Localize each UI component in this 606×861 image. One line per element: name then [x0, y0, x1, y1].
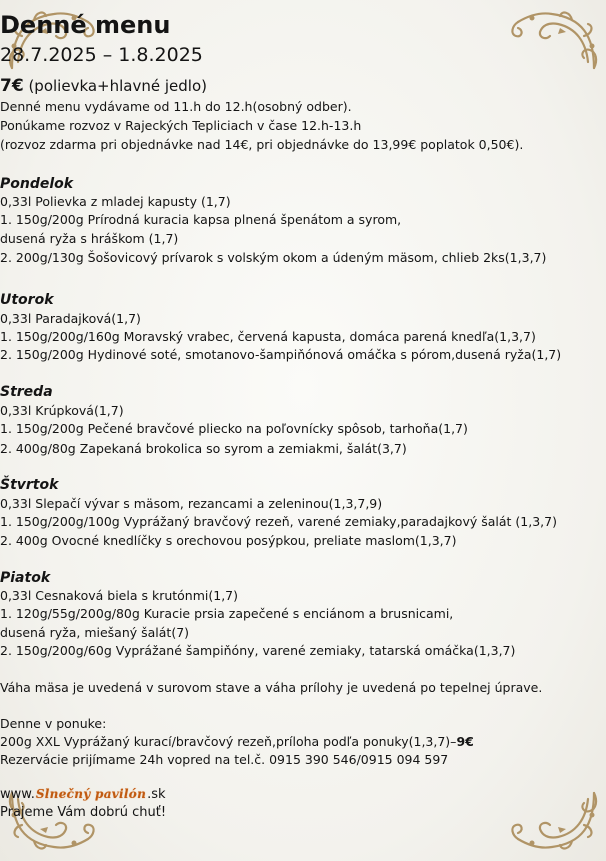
info-line: Ponúkame rozvoz v Rajeckých Tepliciach v čase 12.h-13.h — [0, 118, 362, 133]
menu-item: 0,33l Cesnaková biela s krutónmi(1,7) — [0, 588, 239, 603]
website-prefix: www. — [0, 787, 35, 802]
menu-item: 1. 150g/200g/100g Vyprážaný bravčový rezeň, varené zemiaky,paradajkový šalát (1,3,7) — [0, 514, 557, 529]
day-heading-wednesday: Streda — [0, 384, 53, 400]
menu-item: 0,33l Paradajková(1,7) — [0, 311, 141, 326]
day-heading-thursday: Štvrtok — [0, 477, 59, 493]
restaurant-logo: Slnečný pavilón — [35, 787, 147, 801]
menu-item: 1. 120g/55g/200g/80g Kuracie prsia zapečené s enciánom a brusnicami, — [0, 606, 454, 621]
menu-item: 2. 400g Ovocné knedlíčky s orechovou posýpkou, preliate maslom(1,3,7) — [0, 533, 457, 548]
page-title: Denné menu — [0, 11, 171, 39]
menu-item: 2. 150g/200g Hydinové soté, smotanovo-šampiňónová omáčka s pórom,dusená ryža(1,7) — [0, 347, 562, 362]
daily-offer-text: 200g XXL Vyprážaný kurací/bravčový rezeň,príloha podľa ponuky(1,3,7)– — [0, 734, 457, 749]
daily-offer-item — [0, 733, 606, 750]
menu-item: 0,33l Krúpková(1,7) — [0, 403, 124, 418]
menu-dates: 28.7.2025 – 1.8.2025 — [0, 44, 203, 66]
menu-price: 7€ — [0, 76, 24, 96]
menu-item: 2. 150g/200g/60g Vyprážané šampiňóny, varené zemiaky, tatarská omáčka(1,3,7) — [0, 643, 516, 658]
menu-item: dusená ryža s hráškom (1,7) — [0, 231, 179, 246]
menu-item: 0,33l Polievka z mladej kapusty (1,7) — [0, 194, 231, 209]
menu-price-line — [0, 75, 606, 97]
daily-offer-price: 9€ — [456, 734, 474, 749]
weight-note: Váha mäsa je uvedená v surovom stave a váha prílohy je uvedená po tepelnej úprave. — [0, 680, 543, 695]
menu-item: 1. 150g/200g/160g Moravský vrabec, červená kapusta, domáca parená knedľa(1,3,7) — [0, 329, 536, 344]
day-heading-monday: Pondelok — [0, 176, 74, 192]
closing-wish: Prajeme Vám dobrú chuť! — [0, 805, 167, 820]
menu-item: 1. 150g/200g Prírodná kuracia kapsa plnená špenátom a syrom, — [0, 212, 402, 227]
day-heading-tuesday: Utorok — [0, 292, 54, 308]
menu-item: 2. 400g/80g Zapekaná brokolica so syrom a zemiakmi, šalát(3,7) — [0, 441, 407, 456]
website-link[interactable] — [0, 784, 606, 805]
menu-item: 1. 150g/200g Pečené bravčové pliecko na poľovnícky spôsob, tarhoňa(1,7) — [0, 421, 468, 436]
menu-item: 0,33l Slepačí vývar s mäsom, rezancami a zeleninou(1,3,7,9) — [0, 496, 383, 511]
info-line: Denné menu vydávame od 11.h do 12.h(osobný odber). — [0, 99, 352, 114]
menu-item: 2. 200g/130g Šošovicový prívarok s volským okom a údeným mäsom, chlieb 2ks(1,3,7) — [0, 250, 547, 265]
info-line: (rozvoz zdarma pri objednávke nad 14€, pri objednávke do 13,99€ poplatok 0,50€). — [0, 137, 524, 152]
day-heading-friday: Piatok — [0, 570, 51, 586]
menu-price-note: (polievka+hlavné jedlo) — [28, 77, 207, 95]
reservation-note: Rezervácie prijímame 24h vopred na tel.č. 0915 390 546/0915 094 597 — [0, 752, 449, 767]
menu-item: dusená ryža, miešaný šalát(7) — [0, 625, 190, 640]
website-suffix: .sk — [147, 787, 166, 802]
daily-offer-heading: Denne v ponuke: — [0, 716, 107, 731]
